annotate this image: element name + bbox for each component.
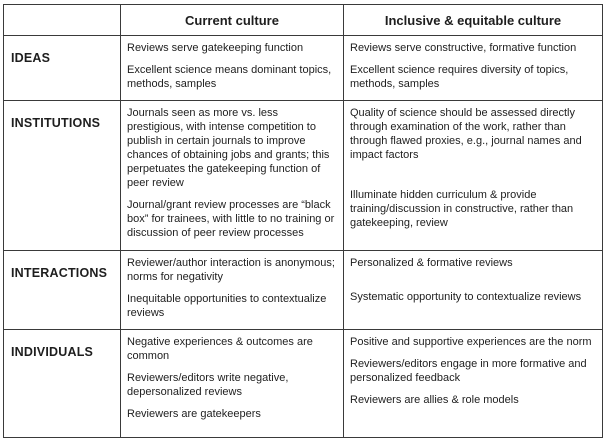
header-current-culture: Current culture [121,5,344,36]
row-label-ideas: IDEAS [4,36,121,101]
inclusive-cell [344,251,603,330]
cell-text: Excellent science means dominant topics, methods, samples [127,64,332,91]
header-label-cell [4,5,121,36]
table-row [4,36,603,101]
table-row [4,101,603,251]
cell-text: Reviewers/editors write negative, depersonalized reviews [127,372,289,399]
current-cell [121,36,344,101]
cell-text: Inequitable opportunities to contextualize reviews [127,293,327,320]
cell-text: Systematic opportunity to contextualize reviews [350,291,582,304]
row-label-individuals: INDIVIDUALS [4,330,121,438]
current-cell [121,101,344,251]
cell-text: Personalized & formative reviews [350,257,513,270]
cell-text: Reviewers/editors engage in more formative and personalized feedback [350,358,587,385]
current-cell [121,330,344,438]
cell-text: Reviewer/author interaction is anonymous; norms for negativity [127,257,335,284]
cell-text: Negative experiences & outcomes are common [127,336,313,363]
inclusive-cell [344,330,603,438]
cell-text: Journals seen as more vs. less prestigious, with intense competition to publish in certain journals to improve chances of obtaining jobs and grants; this perpetuates the gatekeeping function of peer review [127,107,330,190]
cell-text: Quality of science should be assessed directly through examination of the work, rather than through flawed proxies, e.g., journal names and impact factors [350,107,582,162]
table-row [4,330,603,438]
cell-text: Illuminate hidden curriculum & provide training/discussion in constructive, rather than gatekeeping, review [350,189,574,230]
cell-text: Reviews serve gatekeeping function [127,42,304,55]
cell-text: Reviews serve constructive, formative function [350,42,577,55]
cell-text: Journal/grant review processes are “black box” for trainees, with little to no training or discussion of peer review processes [127,199,335,240]
row-label-interactions: INTERACTIONS [4,251,121,330]
cell-text: Reviewers are allies & role models [350,394,519,407]
table-row [4,251,603,330]
inclusive-cell [344,101,603,251]
header-inclusive-culture: Inclusive & equitable culture [344,5,603,36]
row-label-institutions: INSTITUTIONS [4,101,121,251]
cell-text: Positive and supportive experiences are the norm [350,336,592,349]
inclusive-cell [344,36,603,101]
culture-comparison-table [3,4,603,438]
header-row [4,5,603,36]
cell-text: Reviewers are gatekeepers [127,408,261,421]
cell-text: Excellent science requires diversity of topics, methods, samples [350,64,569,91]
current-cell [121,251,344,330]
